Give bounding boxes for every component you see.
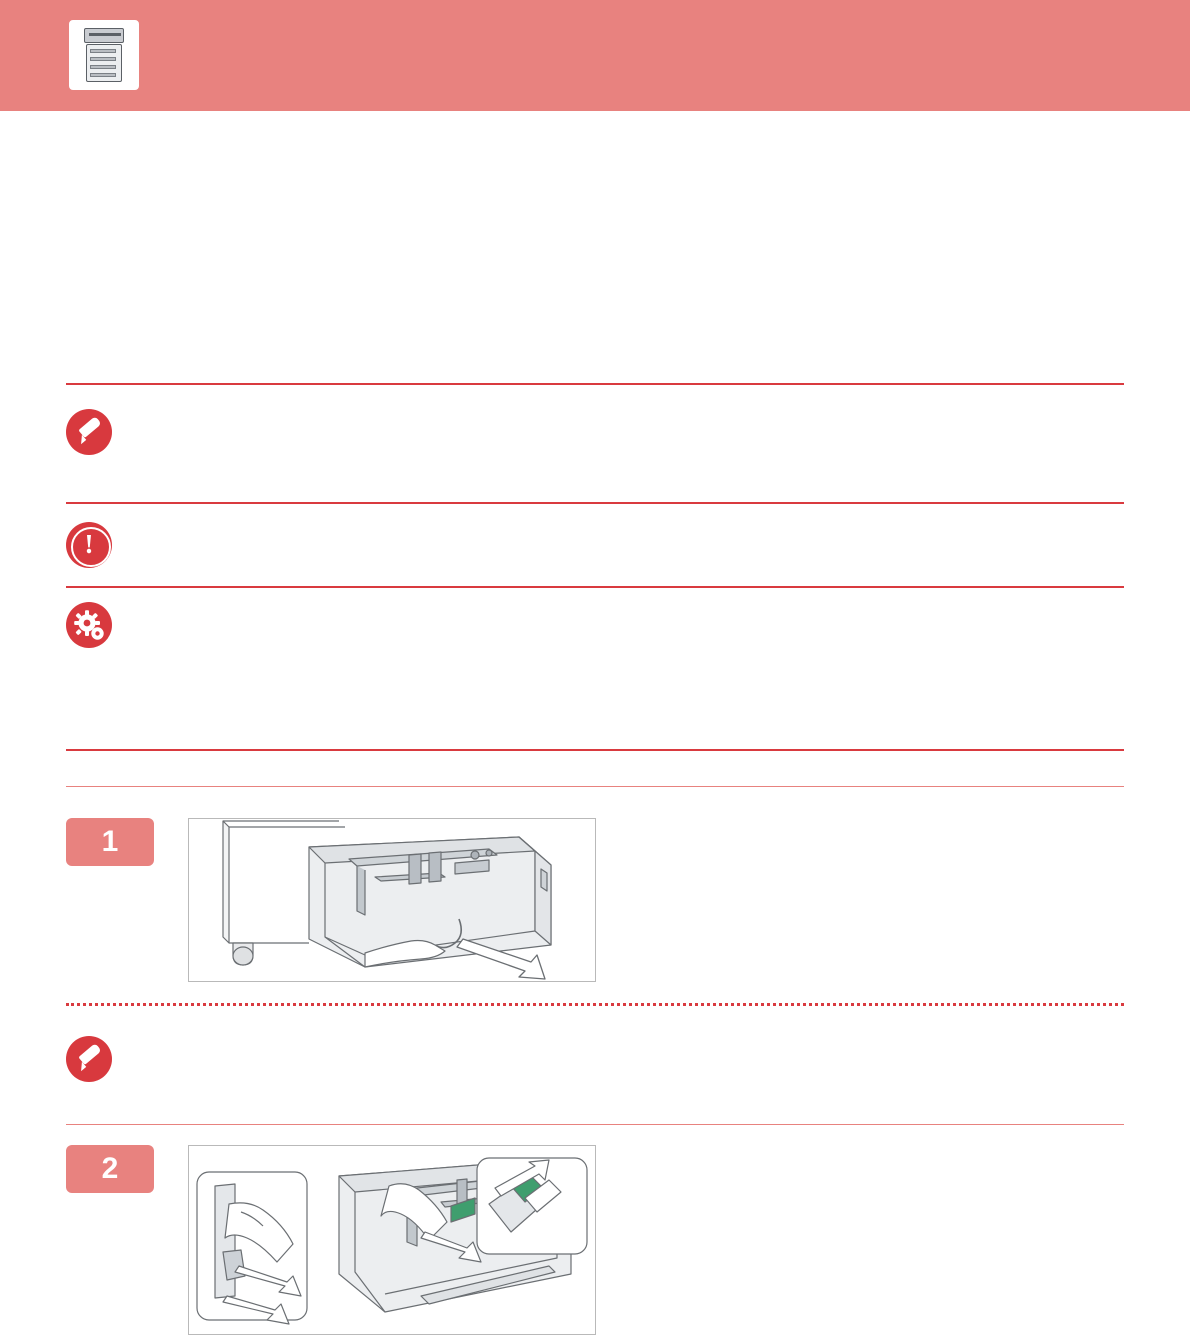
title-area (66, 40, 1126, 60)
divider-step-1 (66, 786, 1124, 787)
paper-tray-pull-out-illustration (188, 818, 596, 982)
divider-dotted-step-note (66, 1003, 1124, 1006)
page-intro-text (66, 59, 1126, 60)
printer-tray-3 (90, 65, 116, 69)
pencil-note-icon (66, 409, 112, 455)
callout-step-note (66, 1036, 1124, 1082)
page-title (66, 40, 1126, 41)
divider-step-2 (66, 1124, 1124, 1125)
callout-settings-text (128, 602, 1124, 606)
divider-above-caution (66, 502, 1124, 504)
divider-above-steps (66, 749, 1124, 751)
exclamation-caution-icon (66, 522, 112, 568)
step-2-number: 2 (66, 1145, 154, 1193)
step-1-number: 1 (66, 818, 154, 866)
gear-settings-icon (66, 602, 112, 648)
callout-note-text (128, 409, 1124, 413)
printer-tray-4 (90, 73, 116, 77)
callout-step-note-text (128, 1036, 1124, 1040)
tray-guide-plate-adjust-illustration (188, 1145, 596, 1335)
callout-note (66, 409, 1124, 455)
callout-caution-text (128, 522, 1124, 526)
callout-caution (66, 522, 1124, 568)
callout-system-settings (66, 602, 1124, 648)
divider-above-note (66, 383, 1124, 385)
pencil-note-icon (66, 1036, 112, 1082)
divider-above-settings (66, 586, 1124, 588)
